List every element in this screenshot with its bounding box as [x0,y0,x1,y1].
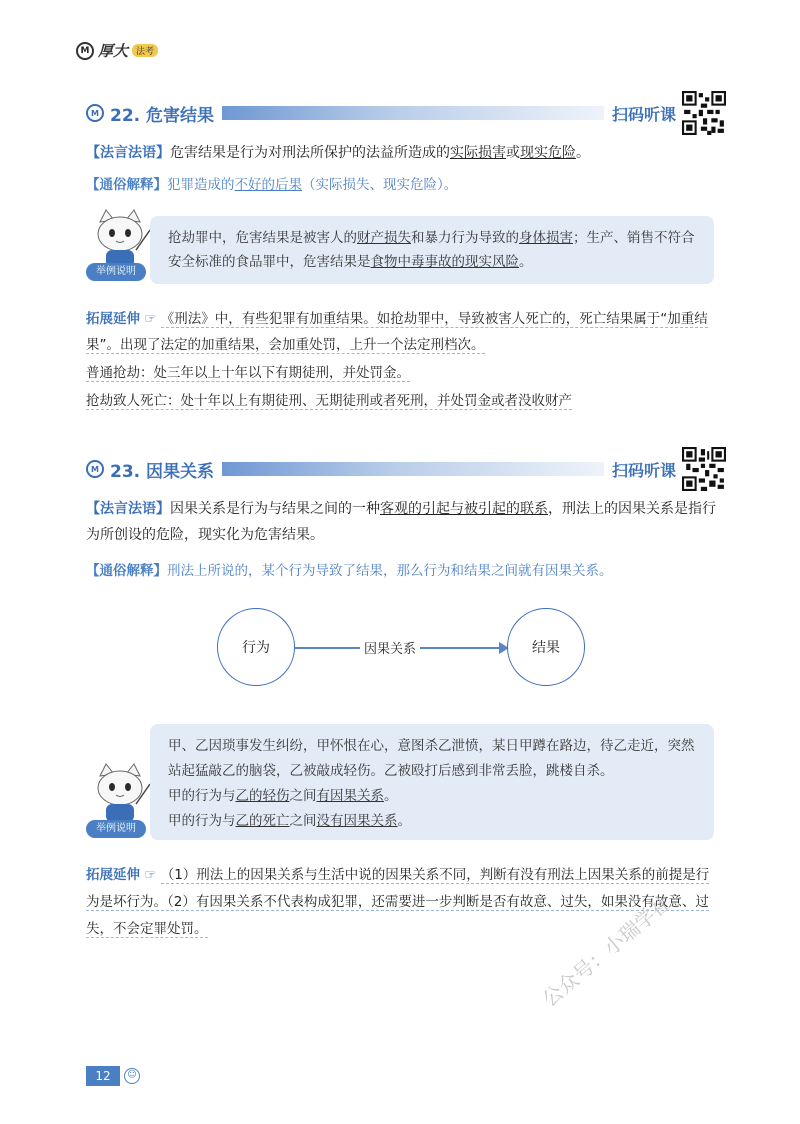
section-22-ext-line2: 普通抢劫：处三年以上十年以下有期徒刑，并处罚金。 [86,365,410,381]
section-22-extension: 拓展延伸 ☞ 《刑法》中，有些犯罪有加重结果。如抢劫罪中，导致被害人死亡的，死亡结果属于“加重结果”。出现了法定的加重结果，会加重处罚，上升一个法定刑档次。 [86,311,708,353]
hand-point-icon: ☞ [144,867,157,883]
section-bar [222,462,604,476]
section-22-ext-line3: 抢劫致人死亡：处十年以上有期徒刑、无期徒刑或者死刑，并处罚金或者没收财产 [86,393,572,409]
legal-label: 【法言法语】 [86,501,170,517]
section-22-header [86,100,726,126]
logo-icon: M [76,42,94,60]
section-icon: M [86,104,104,122]
section-22-example: 抢劫罪中，危害结果是被害人的财产损失和暴力行为导致的身体损害；生产、销售不符合安全标准的食品罪中，危害结果是食物中毒事故的现实风险。 [150,216,714,284]
section-23-legal: 【法言法语】因果关系是行为与结果之间的一种客观的引起与被引起的联系，刑法上的因果关系是指行为所创设的危险，现实化为危害结果。 [86,501,716,543]
example-label: 举例说明 [86,820,146,838]
watermark: 公众号：小瑞学社 [537,890,676,1012]
section-22-plain: 【通俗解释】犯罪造成的不好的后果（实际损失、现实危险）。 [86,177,458,193]
page-number: 12 [86,1066,120,1086]
diagram-node-result: 结果 [507,608,585,686]
plain-label: 【通俗解释】 [86,177,167,193]
diagram-edge-label: 因果关系 [360,638,420,657]
section-title: 22. 危害结果 [110,105,215,126]
hand-point-icon: ☞ [144,311,157,327]
section-title: 23. 因果关系 [110,461,215,482]
section-bar [222,106,604,120]
brand-name: 厚大 [98,42,129,60]
scan-label[interactable]: 扫码听课 [611,104,676,124]
qr-code-icon[interactable] [682,447,726,491]
scan-label[interactable]: 扫码听课 [611,460,676,480]
section-23-header [86,456,726,482]
qr-code-icon[interactable] [682,91,726,135]
plain-label: 【通俗解释】 [86,563,167,579]
section-22-legal: 【法言法语】危害结果是行为对刑法所保护的法益所造成的实际损害或现实危险。 [86,145,590,161]
brand-logo [76,40,158,61]
section-23-extension: 拓展延伸 ☞ （1）刑法上的因果关系与生活中说的因果关系不同，判断有没有刑法上因果关系的前提是行为是坏行为。（2）有因果关系不代表构成犯罪，还需要进一步判断是否有故意、过失，如果没有故意、过失，不会定罪处罚。 [86,867,710,937]
section-23-example: 甲、乙因琐事发生纠纷，甲怀恨在心，意图杀乙泄愤，某日甲蹲在路边，待乙走近，突然站起猛敲乙的脑袋，乙被敲成轻伤。乙被殴打后感到非常丢脸，跳楼自杀。 甲的行为与乙的轻伤之间有因果关系。 甲的行为与乙的死亡之间没有因果关系。 [150,724,714,840]
extension-label: 拓展延伸 [86,867,140,883]
example-label: 举例说明 [86,263,146,281]
smile-icon: ☺ [124,1068,140,1084]
section-23-plain: 【通俗解释】刑法上所说的，某个行为导致了结果，那么行为和结果之间就有因果关系。 [86,563,613,579]
legal-label: 【法言法语】 [86,145,170,161]
causality-diagram [215,608,595,688]
diagram-node-action: 行为 [217,608,295,686]
brand-tag: 法考 [132,44,158,57]
extension-label: 拓展延伸 [86,311,140,327]
section-icon: M [86,460,104,478]
